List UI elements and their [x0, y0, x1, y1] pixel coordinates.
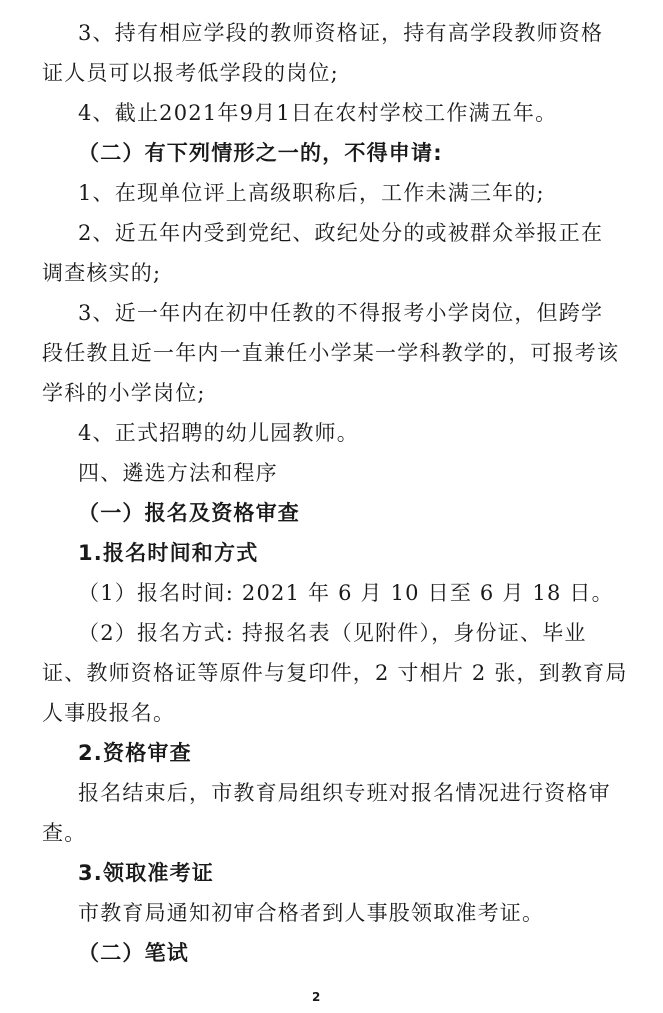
text-line: 报名结束后，市教育局组织专班对报名情况进行资格审	[78, 781, 611, 805]
text-line: 调查核实的;	[42, 261, 162, 285]
text-line: 市教育局通知初审合格者到人事股领取准考证。	[78, 901, 545, 925]
subsection-heading: 1.报名时间和方式	[78, 541, 259, 565]
section-heading: （二）有下列情形之一的，不得申请:	[78, 141, 443, 165]
text-line: （2）报名方式: 持报名表（见附件），身份证、毕业	[78, 621, 587, 645]
text-line: 人事股报名。	[42, 701, 176, 725]
text-line: 证人员可以报考低学段的岗位;	[42, 61, 339, 85]
text-line: 4、正式招聘的幼儿园教师。	[78, 421, 359, 445]
text-line: 查。	[42, 821, 87, 845]
text-line: 3、持有相应学段的教师资格证，持有高学段教师资格	[78, 21, 604, 45]
text-line: 3、近一年内在初中任教的不得报考小学岗位，但跨学	[78, 301, 604, 325]
section-heading: （一）报名及资格审查	[78, 501, 300, 525]
text-line: （1）报名时间: 2021 年 6 月 10 日至 6 月 18 日。	[78, 581, 614, 605]
subsection-heading: 2.资格审查	[78, 741, 192, 765]
chapter-heading: 四、遴选方法和程序	[78, 461, 278, 485]
text-line: 证、教师资格证等原件与复印件，2 寸相片 2 张，到教育局	[42, 661, 628, 685]
section-heading: （二）笔试	[78, 941, 189, 965]
text-line: 4、截止2021年9月1日在农村学校工作满五年。	[78, 101, 558, 125]
text-line: 2、近五年内受到党纪、政纪处分的或被群众举报正在	[78, 221, 604, 245]
text-line: 学科的小学岗位;	[42, 381, 206, 405]
text-line: 段任教且近一年内一直兼任小学某一学科教学的，可报考该	[42, 341, 620, 365]
page-number: 2	[312, 990, 321, 1004]
text-line: 1、在现单位评上高级职称后，工作未满三年的;	[78, 181, 545, 205]
subsection-heading: 3.领取准考证	[78, 861, 214, 885]
